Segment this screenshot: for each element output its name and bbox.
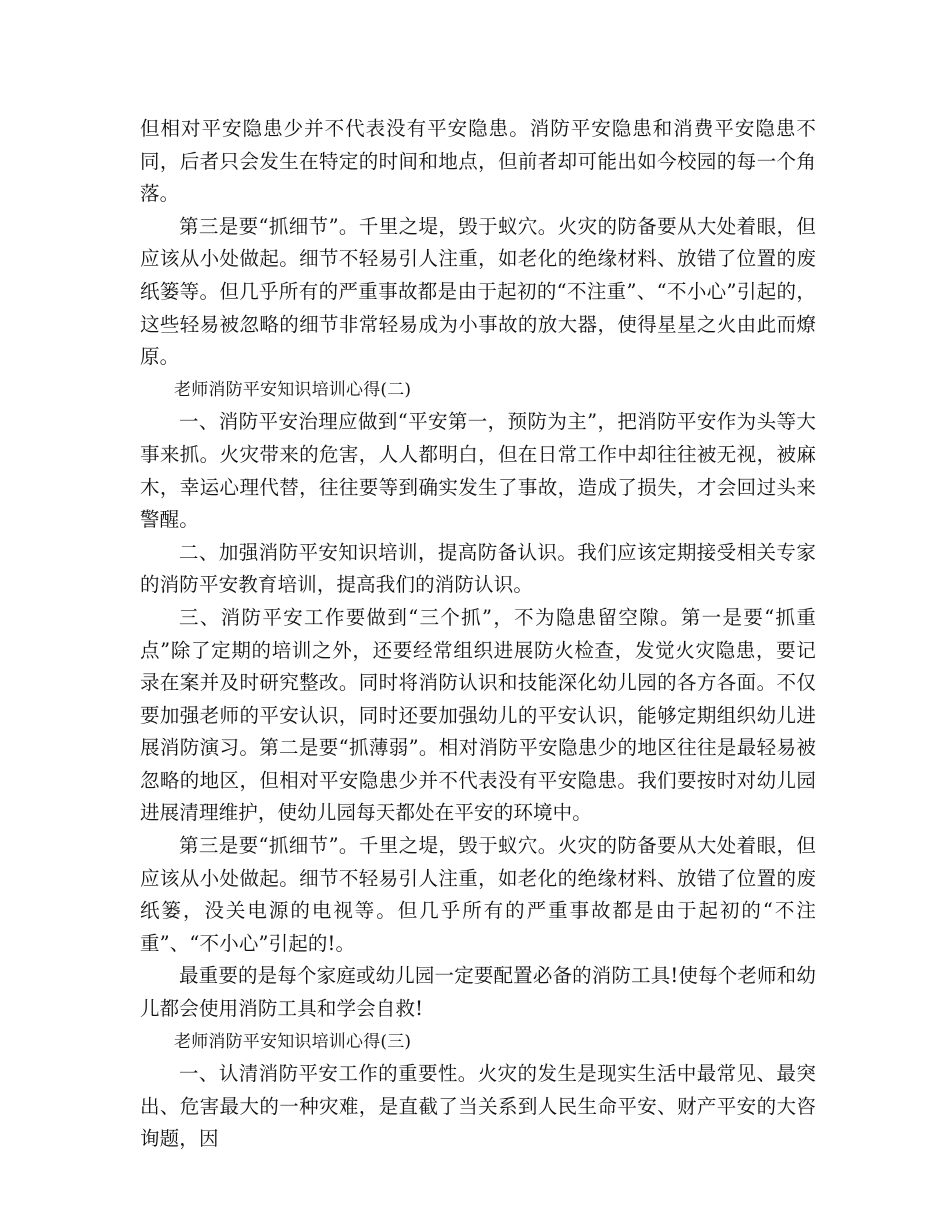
paragraph-point-1: 一、消防平安治理应做到“平安第一，预防为主”，把消防平安作为头等大事来抓。火灾带来的危害，人人都明白，但在日常工作中却往往被无视，被麻木，幸运心理代替，往往要等到确实发生了事故，造成了损失，才会回过头来警醒。 [140,410,816,532]
paragraph-fire-tools: 最重要的是每个家庭或幼儿园一定要配置必备的消防工具!使每个老师和幼儿都会使用消防工具和学会自救! [140,964,816,1021]
paragraph-continued: 但相对平安隐患少并不代表没有平安隐患。消防平安隐患和消费平安隐患不同，后者只会发生在特定的时间和地点，但前者却可能出如今校园的每一个角落。 [140,117,816,206]
document-page [140,113,816,1156]
section-heading-3: 老师消防平安知识培训心得(三) [174,1031,412,1052]
paragraph-grasp-details-2: 第三是要“抓细节”。千里之堤，毁于蚁穴。火灾的防备要从大处着眼，但应该从小处做起。细节不轻易引人注重，如老化的绝缘材料、放错了位置的废纸篓，没关电源的电视等。但几乎所有的严重事故都是由于起初的“不注重”、“不小心”引起的!。 [140,834,816,955]
paragraph-point-2: 二、加强消防平安知识培训，提高防备认识。我们应该定期接受相关专家的消防平安教育培训，提高我们的消防认识。 [140,540,816,597]
paragraph-grasp-details-1: 第三是要“抓细节”。千里之堤，毁于蚁穴。火灾的防备要从大处着眼，但应该从小处做起。细节不轻易引人注重，如老化的绝缘材料、放错了位置的废纸篓等。但几乎所有的严重事故都是由于起初的“不注重”、“不小心”引起的，这些轻易被忽略的细节非常轻易成为小事故的放大器，使得星星之火由此而燎原。 [140,214,816,369]
section-heading-2: 老师消防平安知识培训心得(二) [174,379,412,400]
paragraph-point-3: 三、消防平安工作要做到“三个抓”，不为隐患留空隙。第一是要“抓重点”除了定期的培训之外，还要经常组织进展防火检查，发觉火灾隐患，要记录在案并及时研究整改。同时将消防认识和技能深化幼儿园的各方各面。不仅要加强老师的平安认识，同时还要加强幼儿的平安认识，能够定期组织幼儿进展消防演习。第二是要“抓薄弱”。相对消防平安隐患少的地区往往是最轻易被忽略的地区，但相对平安隐患少并不代表没有平安隐患。我们要按时对幼儿园进展清理维护，使幼儿园每天都处在平安的环境中。 [140,605,816,825]
paragraph-importance: 一、认清消防平安工作的重要性。火灾的发生是现实生活中最常见、最突出、危害最大的一种灾难，是直截了当关系到人民生命平安、财产平安的大咨询题，因 [140,1062,816,1151]
